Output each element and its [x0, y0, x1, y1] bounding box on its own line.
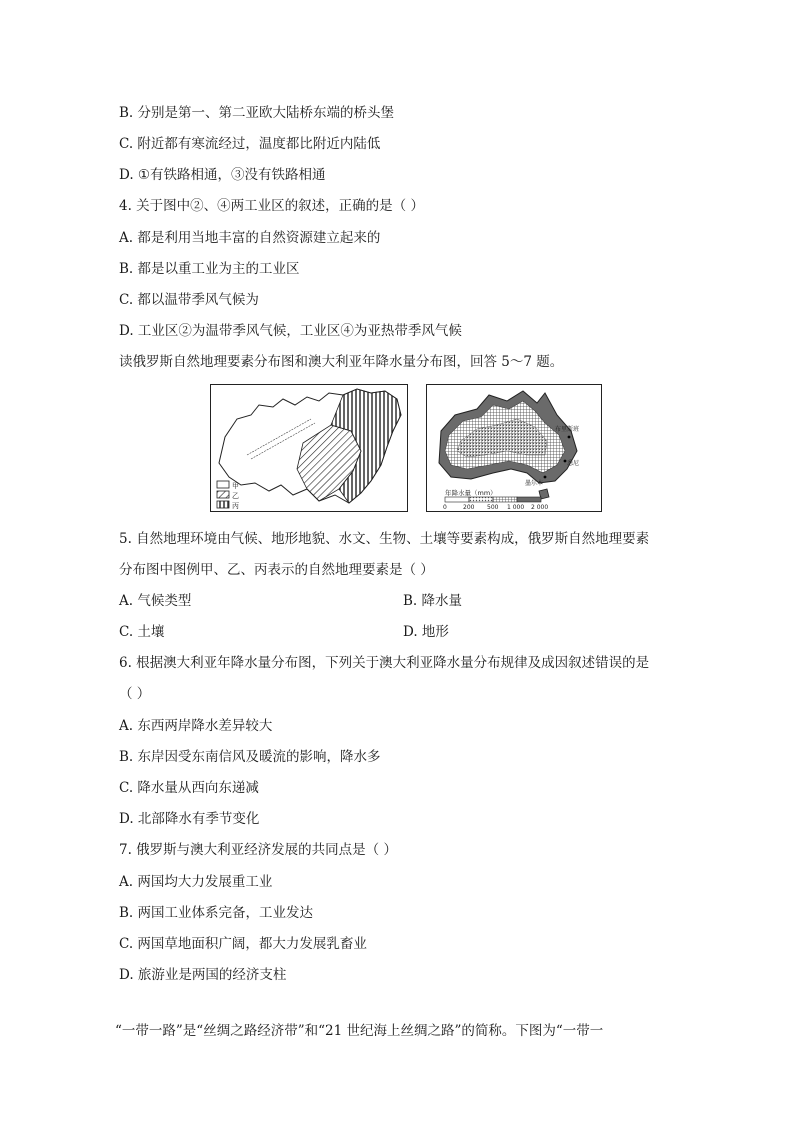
- q7-option-c: C. 两国草地面积广阔，都大力发展乳畜业: [119, 936, 367, 952]
- q5-stem-line1: 5. 自然地理环境由气候、地形地貌、水文、生物、土壤等要素构成，俄罗斯自然地理要素: [119, 531, 650, 547]
- legend-tick-500: 500: [487, 504, 499, 511]
- russia-map: [210, 384, 408, 512]
- legend-title: 年降水量（mm）: [445, 489, 497, 497]
- label-sydney: 悉尼: [567, 460, 580, 467]
- label-brisbane: 布里斯班: [555, 426, 580, 433]
- q3-option-b: B. 分别是第一、第二亚欧大陆桥东端的桥头堡: [119, 105, 395, 121]
- q7-option-a: A. 两国均大力发展重工业: [119, 874, 273, 890]
- q4-stem: 4. 关于图中②、④两工业区的叙述，正确的是（ ）: [119, 198, 424, 214]
- q6-option-b: B. 东岸因受东南信风及暖流的影响，降水多: [119, 749, 381, 765]
- q3-option-d: D. ①有铁路相通，③没有铁路相通: [119, 167, 326, 183]
- legend-tick-2000: 2 000: [531, 504, 549, 511]
- q4-option-d: D. 工业区②为温带季风气候，工业区④为亚热带季风气候: [119, 323, 462, 339]
- legend-tick-200: 200: [463, 504, 475, 511]
- reading-instruction: 读俄罗斯自然地理要素分布图和澳大利亚年降水量分布图，回答 5～7 题。: [119, 354, 564, 370]
- q6-option-c: C. 降水量从西向东递减: [119, 780, 259, 796]
- q4-option-a: A. 都是利用当地丰富的自然资源建立起来的: [119, 230, 381, 246]
- q6-option-a: A. 东西两岸降水差异较大: [119, 718, 273, 734]
- q7-stem: 7. 俄罗斯与澳大利亚经济发展的共同点是（ ）: [119, 842, 397, 858]
- label-melbourne: 墨尔本: [525, 480, 544, 487]
- legend-yi: 乙: [232, 492, 239, 500]
- q7-option-b: B. 两国工业体系完备，工业发达: [119, 905, 314, 921]
- q7-option-d: D. 旅游业是两国的经济支柱: [119, 967, 287, 983]
- legend-jia: 甲: [232, 482, 239, 490]
- q6-stem-line1: 6. 根据澳大利亚年降水量分布图，下列关于澳大利亚降水量分布规律及成因叙述错误的是: [119, 655, 650, 671]
- q4-option-c: C. 都以温带季风气候为: [119, 292, 259, 308]
- legend-tick-1000: 1 000: [507, 504, 525, 511]
- q4-option-b: B. 都是以重工业为主的工业区: [119, 261, 300, 277]
- q5-option-b: B. 降水量: [403, 593, 463, 609]
- q3-option-c: C. 附近都有寒流经过，温度都比附近内陆低: [119, 136, 381, 152]
- legend-bing: 丙: [232, 502, 239, 510]
- legend-tick-0: 0: [443, 504, 447, 511]
- figure-maps: [210, 384, 600, 514]
- belt-road-intro: “一带一路”是“丝绸之路经济带”和“21 世纪海上丝绸之路”的简称。下图为“一带一: [115, 1023, 604, 1039]
- q6-stem-line2: （ ）: [119, 686, 151, 702]
- australia-map: [426, 384, 602, 512]
- q5-option-c: C. 土壤: [119, 624, 165, 640]
- q6-option-d: D. 北部降水有季节变化: [119, 811, 260, 827]
- q5-option-d: D. 地形: [403, 624, 449, 640]
- q5-option-a: A. 气候类型: [119, 593, 192, 609]
- q5-stem-line2: 分布图中图例甲、乙、丙表示的自然地理要素是（ ）: [119, 562, 434, 578]
